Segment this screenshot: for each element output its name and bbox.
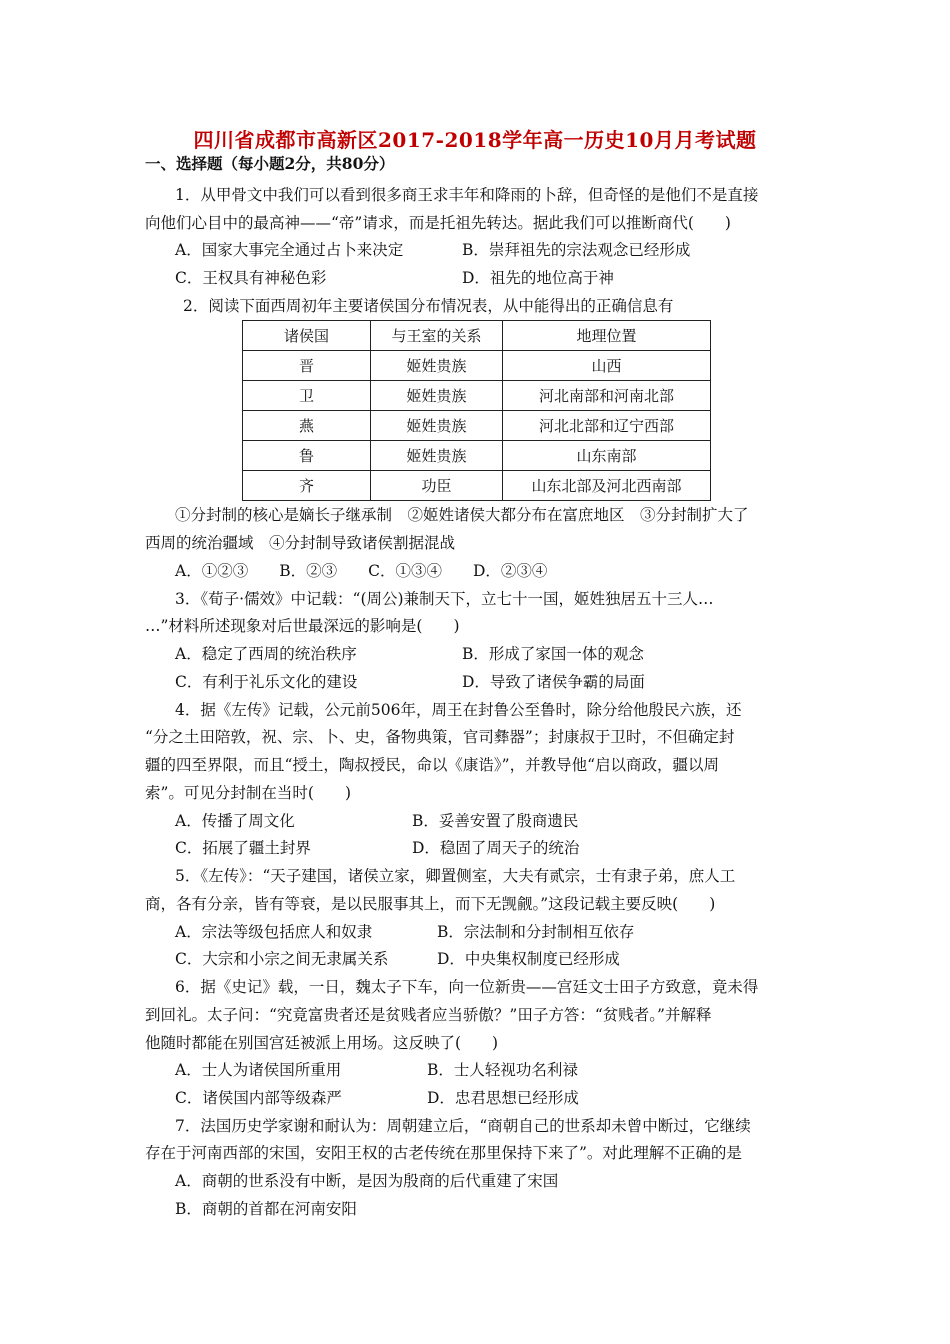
q4-stem-line-4: 索”。可见分封制在当时( ) <box>145 784 352 802</box>
q5-stem-line-2: 商，各有分亲，皆有等衰，是以民服事其上，而下无觊觎。”这段记载主要反映( ) <box>145 895 716 913</box>
feudal-states-table <box>242 320 711 501</box>
q7-stem-line-1: 7．法国历史学家谢和耐认为：周朝建立后，“商朝自己的世系却未曾中断过，它继续 <box>175 1117 751 1135</box>
q4-stem-line-1: 4．据《左传》记载，公元前506年，周王在封鲁公至鲁时，除分给他殷民六族，还 <box>175 701 742 719</box>
q5-option-b: B．宗法制和分封制相互依存 <box>437 923 635 941</box>
table-row <box>243 471 711 501</box>
q6-stem-line-2: 到回礼。太子问：“究竟富贵者还是贫贱者应当骄傲？”田子方答：“贫贱者。”并解释 <box>145 1006 712 1024</box>
q3-option-b: B．形成了家国一体的观念 <box>462 645 644 663</box>
table-row <box>243 351 711 381</box>
q2-note-line-1: ①分封制的核心是嫡长子继承制 ②姬姓诸侯大都分布在富庶地区 ③分封制扩大了 <box>175 506 749 524</box>
table-cell: 齐 <box>243 471 371 501</box>
table-cell: 河北北部和辽宁西部 <box>503 411 711 441</box>
q6-option-d: D．忠君思想已经形成 <box>427 1089 579 1107</box>
q6-option-a: A．士人为诸侯国所重用 <box>175 1061 342 1079</box>
q3-option-d: D．导致了诸侯争霸的局面 <box>462 673 645 691</box>
q2-options: A．①②③ B．②③ C．①③④ D．②③④ <box>175 562 548 580</box>
q1-stem-line-2: 向他们心目中的最高神——“帝”请求，而是托祖先转达。据此我们可以推断商代( ) <box>145 214 731 232</box>
table-cell: 晋 <box>243 351 371 381</box>
q6-option-c: C．诸侯国内部等级森严 <box>175 1089 342 1107</box>
q6-stem-line-3: 他随时都能在别国宫廷被派上用场。这反映了( ) <box>145 1034 499 1052</box>
exam-title: 四川省成都市高新区2017-2018学年高一历史10月月考试题 <box>193 128 757 152</box>
q2-stem: 2．阅读下面西周初年主要诸侯国分布情况表，从中能得出的正确信息有 <box>183 297 674 315</box>
table-row <box>243 441 711 471</box>
table-header-cell: 诸侯国 <box>243 321 371 351</box>
q4-option-d: D．稳固了周天子的统治 <box>412 839 580 857</box>
q4-option-c: C．拓展了疆土封界 <box>175 839 311 857</box>
q7-option-a: A．商朝的世系没有中断，是因为殷商的后代重建了宋国 <box>175 1172 559 1190</box>
q4-option-b: B．妥善安置了殷商遗民 <box>412 812 579 830</box>
q5-stem-line-1: 5．《左传》：“天子建国，诸侯立家，卿置侧室，大夫有贰宗，士有隶子弟，庶人工 <box>175 867 736 885</box>
q3-stem-line-2: …”材料所述现象对后世最深远的影响是( ) <box>145 617 460 635</box>
table-header-cell: 与王室的关系 <box>371 321 503 351</box>
table-cell: 鲁 <box>243 441 371 471</box>
q4-option-a: A．传播了周文化 <box>175 812 295 830</box>
table-header-cell: 地理位置 <box>503 321 711 351</box>
table-cell: 姬姓贵族 <box>371 441 503 471</box>
table-cell: 姬姓贵族 <box>371 381 503 411</box>
table-row <box>243 381 711 411</box>
table-cell: 河北南部和河南北部 <box>503 381 711 411</box>
section-heading: 一、选择题（每小题2分，共80分） <box>145 154 395 173</box>
q7-stem-line-2: 存在于河南西部的宋国，安阳王权的古老传统在那里保持下来了”。对此理解不正确的是 <box>145 1144 742 1162</box>
q1-option-a: A．国家大事完全通过占卜来决定 <box>175 241 404 259</box>
table-cell: 姬姓贵族 <box>371 411 503 441</box>
q6-option-b: B．士人轻视功名利禄 <box>427 1061 578 1079</box>
table-cell: 山西 <box>503 351 711 381</box>
q5-option-a: A．宗法等级包括庶人和奴隶 <box>175 923 373 941</box>
q6-stem-line-1: 6．据《史记》载，一日，魏太子下车，向一位新贵——宫廷文士田子方致意，竟未得 <box>175 978 759 996</box>
q1-option-c: C．王权具有神秘色彩 <box>175 269 327 287</box>
q3-option-a: A．稳定了西周的统治秩序 <box>175 645 357 663</box>
table-header-row <box>243 321 711 351</box>
table-cell: 姬姓贵族 <box>371 351 503 381</box>
q2-note-line-2: 西周的统治疆域 ④分封制导致诸侯割据混战 <box>145 534 456 552</box>
table-cell: 燕 <box>243 411 371 441</box>
table-row <box>243 411 711 441</box>
table-cell: 卫 <box>243 381 371 411</box>
q1-option-d: D．祖先的地位高于神 <box>462 269 614 287</box>
table-cell: 功臣 <box>371 471 503 501</box>
q1-stem-line-1: 1．从甲骨文中我们可以看到很多商王求丰年和降雨的卜辞，但奇怪的是他们不是直接 <box>175 186 759 204</box>
q1-option-b: B．崇拜祖先的宗法观念已经形成 <box>462 241 691 259</box>
q7-option-b: B．商朝的首都在河南安阳 <box>175 1200 357 1218</box>
q5-option-d: D．中央集权制度已经形成 <box>437 950 620 968</box>
q3-stem-line-1: 3．《荀子·儒效》中记载：“(周公)兼制天下，立七十一国，姬姓独居五十三人… <box>175 590 714 608</box>
q4-stem-line-3: 疆的四至界限，而且“授土，陶叔授民，命以《康诰》”，并教导他“启以商政，疆以周 <box>145 756 720 774</box>
table-cell: 山东南部 <box>503 441 711 471</box>
q3-option-c: C．有利于礼乐文化的建设 <box>175 673 358 691</box>
q5-option-c: C．大宗和小宗之间无隶属关系 <box>175 950 389 968</box>
q4-stem-line-2: “分之土田陪敦，祝、宗、卜、史，备物典策，官司彝器”；封康叔于卫时，不但确定封 <box>145 728 735 746</box>
table-cell: 山东北部及河北西南部 <box>503 471 711 501</box>
